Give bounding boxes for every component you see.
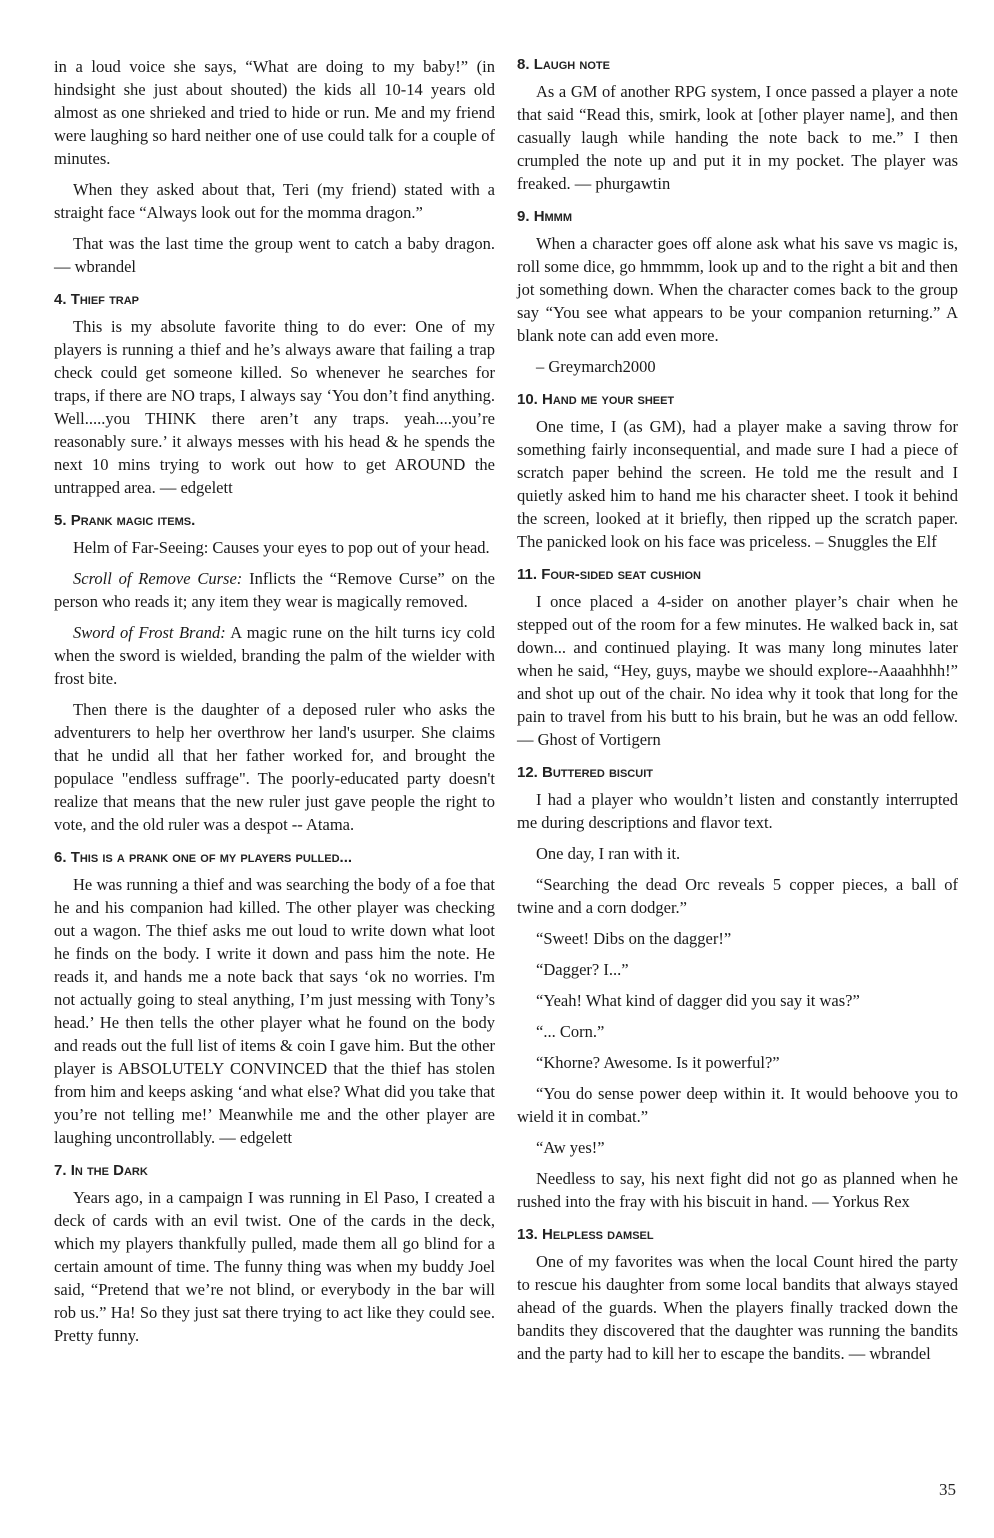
paragraph: “You do sense power deep within it. It would behoove you to wield it in combat.” bbox=[517, 1084, 958, 1126]
paragraph: When a character goes off alone ask what his save vs magic is, roll some dice, go hmmmm, look up and to the right a bit and then jot something down. When the character comes back to the group say “You see what appears to be your companion returning.” A blank note can add even more. bbox=[517, 234, 958, 345]
section-title: Buttered biscuit bbox=[542, 764, 653, 781]
section-title: Hand me your sheet bbox=[542, 391, 675, 408]
paragraph: “Sweet! Dibs on the dagger!” bbox=[536, 929, 732, 948]
paragraph: He was running a thief and was searching the body of a foe that he and his companion had killed. The other player was checking out a wagon. The thief asks me out loud to write down what loot he finds on the body. I write it down and pass him the note. He reads it, and hands me a note back that says ‘ok no worries. I'm not actually going to steal anything, I’m just messing with Tony’s head.’ He then tells the other player what he found on the body and reads out the full list of items & coin I gave him. But the other player is ABSOLUTELY CONVINCED that the thief has stolen from him and keeps asking ‘and what else? What did you take that you’re not telling me!’ Meanwhile me and the other player are laughing uncontrollably. — edgelett bbox=[54, 875, 495, 1147]
left-column bbox=[54, 55, 495, 1355]
paragraph: “Yeah! What kind of dagger did you say it was?” bbox=[536, 991, 860, 1010]
section-heading-13 bbox=[517, 1225, 958, 1245]
section-title: Thief trap bbox=[70, 291, 140, 308]
paragraph: That was the last time the group went to catch a baby dragon. — wbrandel bbox=[54, 234, 495, 276]
section-title: This is a prank one of my players pulled... bbox=[70, 849, 353, 866]
paragraph: As a GM of another RPG system, I once passed a player a note that said “Read this, smirk, look at [other player name], and then casually laugh while handing the note back to me.” I then crumpled the note up and put it in my pocket. The player was freaked. — phurgawtin bbox=[517, 82, 958, 193]
section-heading-6 bbox=[54, 848, 495, 868]
paragraph: “Dagger? I...” bbox=[536, 960, 629, 979]
item-description: A magic rune on the hilt turns icy cold when the sword is wielded, branding the palm of the wielder with frost bite. bbox=[54, 623, 495, 688]
paragraph: Then there is the daughter of a deposed ruler who asks the adventurers to help her overthrow her land's usurper. She claims that he undid all that her father worked for, and brought the populace "endless suffrage". The poorly-educated party doesn't realize that means that the new ruler just gave people the right to vote, and the old ruler was a despot -- Atama. bbox=[54, 700, 495, 834]
paragraph: – Greymarch2000 bbox=[536, 357, 656, 376]
paragraph: “Khorne? Awesome. Is it powerful?” bbox=[536, 1053, 780, 1072]
section-number: 6. bbox=[54, 849, 67, 866]
section-heading-4 bbox=[54, 290, 495, 310]
section-title: Hmmm bbox=[533, 208, 573, 225]
section-title: Prank magic items. bbox=[70, 512, 196, 529]
paragraph: in a loud voice she says, “What are doing to my baby!” (in hindsight she just about shouted) the kids all 10-14 years old almost as one shrieked and tried to hide or run. Me and my friend were laughing so hard neither one of use could talk for a couple of minutes. bbox=[54, 57, 495, 168]
page-number: 35 bbox=[939, 1480, 956, 1499]
paragraph bbox=[54, 567, 495, 613]
paragraph: I once placed a 4-sider on another player’s chair when he stepped out of the room for a few minutes. He walked back in, sat down... and continued playing. It was many long minutes later when he said, “Hey, guys, maybe we should explore--Aaaahhhh!” and shot up out of the chair. No idea why it took that long for the pain to travel from his butt to his brain, but he was an odd fellow.— Ghost of Vortigern bbox=[517, 592, 958, 749]
paragraph: One day, I ran with it. bbox=[536, 844, 681, 863]
section-title: Helpless damsel bbox=[542, 1226, 654, 1243]
section-heading-11 bbox=[517, 565, 958, 585]
paragraph: One time, I (as GM), had a player make a saving throw for something fairly inconsequential, and made sure I had a piece of scratch paper behind the screen. He told me the result and I quietly asked him to hand me his character sheet. I took it behind the screen, looked at it briefly, then ripped up the scratch paper. The panicked look on his face was priceless. – Snuggles the Elf bbox=[517, 417, 958, 551]
section-heading-12 bbox=[517, 763, 958, 783]
right-column bbox=[517, 55, 958, 1373]
paragraph: “Aw yes!” bbox=[536, 1138, 605, 1157]
section-number: 12. bbox=[517, 764, 538, 781]
section-heading-7 bbox=[54, 1161, 495, 1181]
paragraph: Needless to say, his next fight did not go as planned when he rushed into the fray with his biscuit in hand. — Yorkus Rex bbox=[517, 1169, 958, 1211]
section-title: Laugh note bbox=[533, 56, 610, 73]
paragraph: When they asked about that, Teri (my friend) stated with a straight face “Always look out for the momma dragon.” bbox=[54, 180, 495, 222]
paragraph bbox=[54, 621, 495, 690]
section-number: 9. bbox=[517, 208, 530, 225]
paragraph: One of my favorites was when the local Count hired the party to rescue his daughter from some local bandits that always stayed ahead of the guards. When the players finally tracked down the bandits they discovered that the daughter was running the bandits and the party had to kill her to escape the bandits. — wbrandel bbox=[517, 1252, 958, 1363]
item-description: Inflicts the “Remove Curse” on the person who reads it; any item they wear is magically removed. bbox=[54, 569, 495, 611]
paragraph: Helm of Far-Seeing: Causes your eyes to pop out of your head. bbox=[73, 538, 490, 557]
paragraph: “Searching the dead Orc reveals 5 copper pieces, a ball of twine and a corn dodger.” bbox=[517, 875, 958, 917]
section-title: In the Dark bbox=[70, 1162, 148, 1179]
section-number: 4. bbox=[54, 291, 67, 308]
item-name: Scroll of Remove Curse: bbox=[73, 569, 243, 588]
section-number: 8. bbox=[517, 56, 530, 73]
section-title: Four-sided seat cushion bbox=[541, 566, 702, 583]
section-number: 7. bbox=[54, 1162, 67, 1179]
item-name: Sword of Frost Brand: bbox=[73, 623, 226, 642]
section-heading-10 bbox=[517, 390, 958, 410]
section-heading-8 bbox=[517, 55, 958, 75]
paragraph: “... Corn.” bbox=[536, 1022, 605, 1041]
paragraph: Years ago, in a campaign I was running in El Paso, I created a deck of cards with an evil twist. One of the cards in the deck, which my players thankfully pulled, made them all go blind for a certain amount of time. The funny thing was when my buddy Joel said, “Pretend that we’re not blind, or everybody in the bar will rob us.” Ha! So they just sat there trying to act like they could see. Pretty funny. bbox=[54, 1188, 495, 1345]
paragraph: I had a player who wouldn’t listen and constantly interrupted me during descriptions and flavor text. bbox=[517, 790, 958, 832]
section-number: 5. bbox=[54, 512, 67, 529]
section-number: 11. bbox=[517, 566, 538, 583]
section-number: 13. bbox=[517, 1226, 538, 1243]
section-heading-5 bbox=[54, 511, 495, 531]
section-heading-9 bbox=[517, 207, 958, 227]
section-number: 10. bbox=[517, 391, 538, 408]
paragraph: This is my absolute favorite thing to do ever: One of my players is running a thief and he’s always aware that failing a trap check could get someone killed. So whenever he searches for traps, if there are NO traps, I always say ‘You don’t find anything. Well.....you THINK there aren’t any traps. yeah....you’re reasonably sure.’ it always messes with his head & he spends the next 10 mins trying to work out how to get AROUND the untrapped area. — edgelett bbox=[54, 317, 495, 497]
